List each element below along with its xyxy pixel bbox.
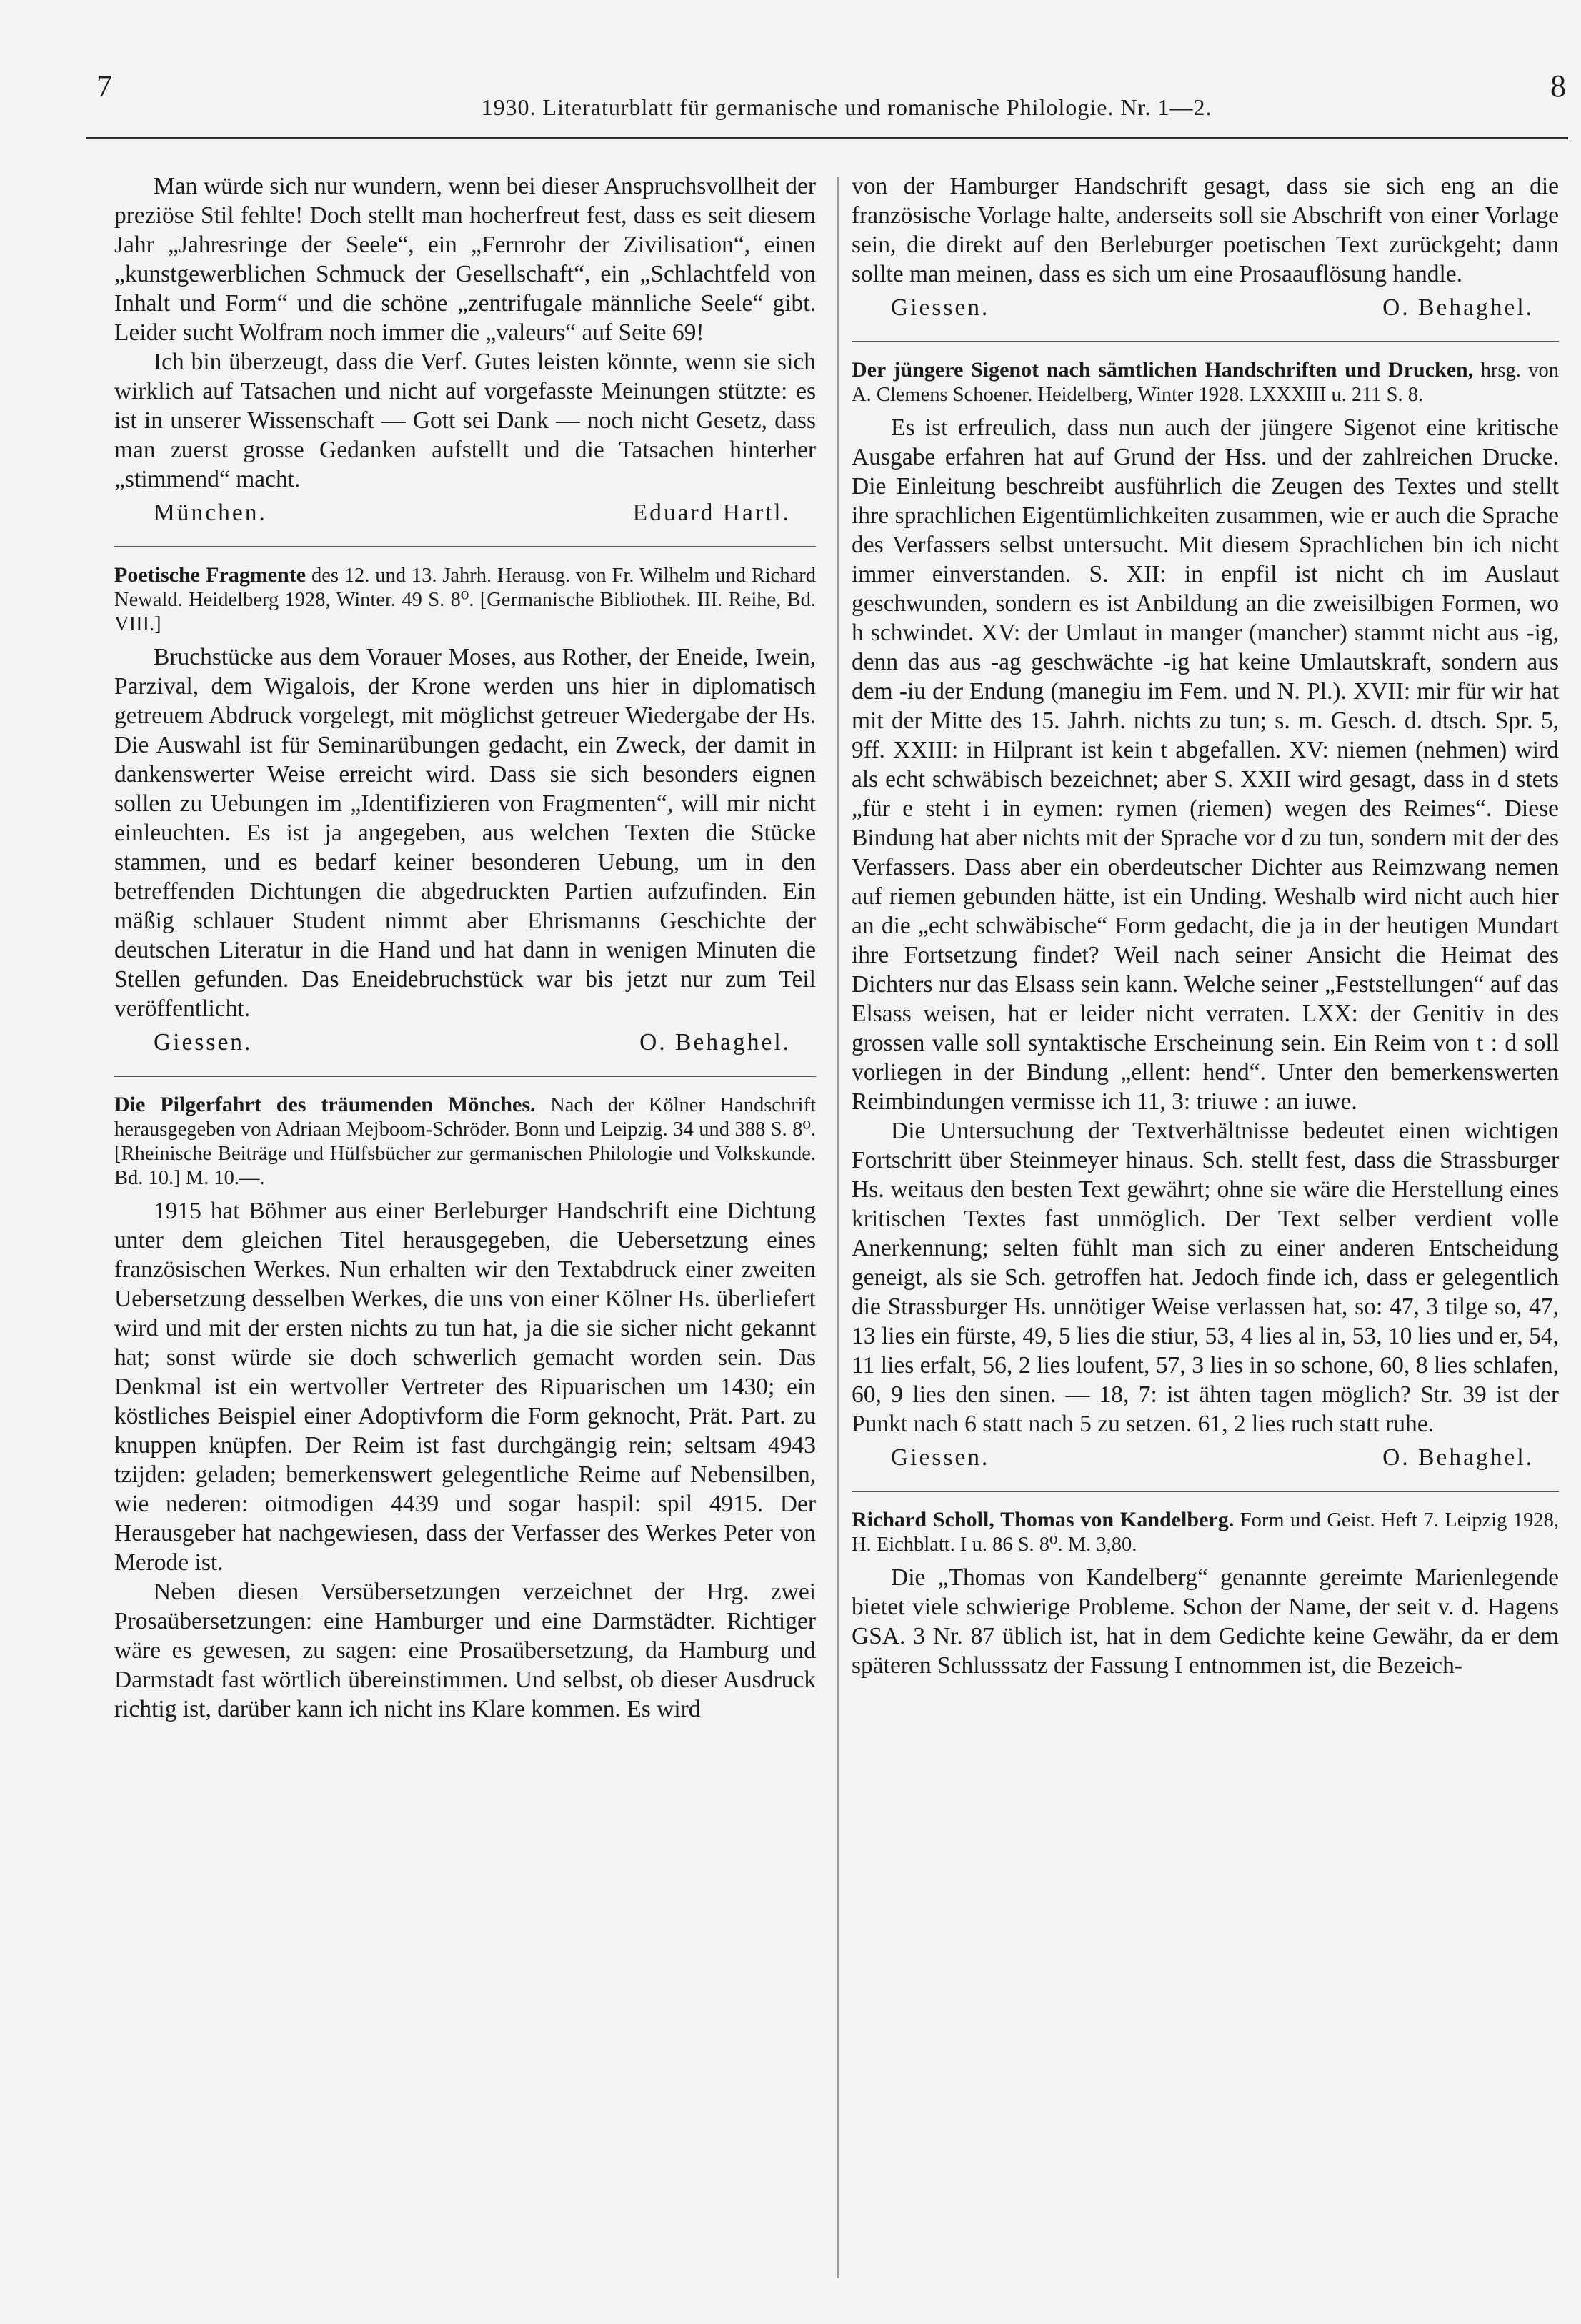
pilgerfahrt-continuation: von der Hamburger Handschrift gesagt, dass sie sich eng an die französische Vorlage halte, anderseits soll sie Abschrift von einer Vorlage sein, die direkt auf den Berleburger poetischen Text zurückgeht; dann sollte man meinen, dass es sich um eine Prosaauflösung handle. xyxy=(852,173,1559,287)
signature-author: O. Behaghel. xyxy=(1382,294,1534,321)
review-heading-pilgerfahrt xyxy=(114,1093,816,1191)
hartl-paragraph-1: Man würde sich nur wundern, wenn bei dieser Anspruchsvollheit der preziöse Stil fehlte! Doch stellt man hocherfreut fest, dass es seit diesem Jahr „Jahresringe der Seele“, ein „Fernrohr der Zivilisation“, einen „kunstgewerblichen Schmuck der Gesellschaft“, ein „Schlachtfeld von Inhalt und Form“ und die schöne „zentrifugale männliche Seele“ gibt. Leider sucht Wolfram noch immer die „valeurs“ auf Seite 69! xyxy=(114,173,816,346)
header-rule xyxy=(86,137,1568,139)
review-bibliography: Form und Geist. Heft 7. Leipzig 1928, H. Eichblatt. I u. 86 S. 8⁰. M. 3,80. xyxy=(852,1509,1559,1556)
pilgerfahrt-paragraph-1: 1915 hat Böhmer aus einer Berleburger Handschrift eine Dichtung unter dem gleichen Titel herausgegeben, die Uebersetzung eines französischen Werkes. Nun erhalten wir den Textabdruck einer zweiten Uebersetzung desselben Werkes, die uns von einer Kölner Hs. überliefert wird und mit der ersten nichts zu tun hat, ja die sie sicher nicht gekannt hat; sonst würde sie doch schwerlich gemacht worden sein. Das Denkmal ist ein wertvoller Vertreter des Ripuarischen um 1430; ein köstliches Beispiel einer Adoptivform die Form geknocht, Prät. Part. zu knuppen knüpfen. Der Reim ist fast durchgängig rein; seltsam 4943 tzijden: geladen; bemerkenswert gelegentliche Reime auf Nebensilben, wie nederen: oitmodigen 4439 und sogar haspil: spil 4915. Der Herausgeber hat nachgewiesen, dass der Verfasser des Werkes Peter von Merode ist. xyxy=(114,1198,816,1576)
hartl-paragraph-2: Ich bin überzeugt, dass die Verf. Gutes leisten könnte, wenn sie sich wirklich auf Tatsachen und nicht auf vorgefasste Meinungen stützte: es ist in unserer Wissenschaft — Gott sei Dank — noch nicht Gesetz, dass man zuerst grosse Gedanken aufstellt und die Tatsachen hinterher „stimmend“ macht. xyxy=(114,349,816,492)
scholl-paragraph-1: Die „Thomas von Kandelberg“ genannte gereimte Marienlegende bietet viele schwierige Probleme. Schon der Name, der seit v. d. Hagens GSA. 3 Nr. 87 üblich ist, hat in dem Gedichte keine Gewähr, da er dem späteren Schlusssatz der Fassung I entnommen ist, die Bezeich- xyxy=(852,1564,1559,1679)
hartl-signature xyxy=(114,498,816,527)
signature-place: Giessen. xyxy=(891,294,990,321)
column-divider xyxy=(837,177,839,2278)
left-column xyxy=(114,172,816,1724)
review-heading-scholl xyxy=(852,1508,1559,1557)
review-separator xyxy=(852,1491,1559,1492)
review-bibliography: des 12. und 13. Jahrh. Herausg. von Fr. Wilhelm und Richard Newald. Heidelberg 1928, Winter. 49 S. 8⁰. [Germanische Bibliothek. III. Reihe, Bd. VIII.] xyxy=(114,565,816,635)
review-title: Poetische Fragmente xyxy=(114,563,306,587)
review-title: Der jüngere Sigenot nach sämtlichen Handschriften und Drucken, xyxy=(852,358,1474,382)
review-heading-sigenot xyxy=(852,358,1559,407)
pilgerfahrt-signature xyxy=(852,293,1559,322)
running-header: 1930. Literaturblatt für germanische und romanische Philologie. Nr. 1—2. xyxy=(481,94,1212,120)
review-separator xyxy=(114,1076,816,1077)
review-separator xyxy=(114,546,816,547)
review-heading-fragmente xyxy=(114,563,816,637)
fragmente-signature xyxy=(114,1028,816,1057)
review-title: Richard Scholl, Thomas von Kandelberg. xyxy=(852,1508,1235,1531)
signature-place: München. xyxy=(154,500,267,526)
sigenot-paragraph-2: Die Untersuchung der Textverhältnisse bedeutet einen wichtigen Fortschritt über Steinmeyer hinaus. Sch. stellt fest, dass die Strassburger Hs. weitaus den besten Text gewährt; ohne sie wäre die Herstellung eines kritischen Textes fast unmöglich. Der Text selber verdient volle Anerkennung; selten fühlt man sich zu einer anderen Entscheidung geneigt, als sie Sch. getroffen hat. Jedoch finde ich, dass er gelegentlich die Strassburger Hs. unnötiger Weise verlassen hat, so: 47, 3 tilge so, 47, 13 lies ein fürste, 49, 5 lies die stiur, 53, 4 lies al in, 53, 10 lies und er, 54, 11 lies erfalt, 56, 2 lies loufent, 57, 3 lies in so schone, 60, 8 lies schlafen, 60, 9 lies den sinen. — 18, 7: ist ähten tagen möglich? Str. 39 ist der Punkt nach 6 statt nach 5 zu setzen. 61, 2 lies ruch statt ruhe. xyxy=(852,1118,1559,1437)
review-separator xyxy=(852,341,1559,342)
signature-place: Giessen. xyxy=(154,1029,253,1056)
review-title: Die Pilgerfahrt des träumenden Mönches. xyxy=(114,1093,536,1116)
signature-author: O. Behaghel. xyxy=(639,1029,791,1056)
sigenot-paragraph-1: Es ist erfreulich, dass nun auch der jüngere Sigenot eine kritische Ausgabe erfahren hat auf Grund der Hss. und der zahlreichen Drucke. Die Einleitung beschreibt ausführlich die Zeugen des Textes und stellt ihre sprachlichen Eigentümlichkeiten zusammen, wie er auch die Sprache des Verfassers selbst untersucht. Mit diesem Sprachlichen bin ich nicht immer einverstanden. S. XII: in enpfil ist nicht ch im Auslaut geschwunden, sondern es ist Anbildung an die zweisilbigen Formen, wo h schwindet. XV: der Umlaut in manger (mancher) stammt nicht aus -ig, denn das aus -ag geschwächte -ig hat keine Umlautskraft, sondern aus dem -iu der Endung (manegiu im Fem. und N. Pl.). XVII: mir für wir hat mit der Mitte des 15. Jahrh. nichts zu tun; s. m. Gesch. d. dtsch. Spr. 5, 9ff. XXIII: in Hilprant ist kein t abgefallen. XV: niemen (nehmen) wird als echt schwäbisch bezeichnet; aber S. XXII wird gesagt, dass in d stets „für e steht i in eymen: rymen (riemen) wegen des Reimes“. Diese Bindung hat aber nichts mit der Sprache vor d zu tun, sondern mit der des Verfassers. Dass aber ein oberdeutscher Dichter aus Reimzwang nemen auf riemen gebunden hätte, ist ein Unding. Weshalb wird nicht auch hier an die „echt schwäbische“ Form gedacht, die ja in der heutigen Mundart ihre Fortsetzung findet? Weil nach seiner Ansicht die Heimat des Dichters nur das Elsass sein kann. Welche seiner „Feststellungen“ auf das Elsass weisen, hat er leider nicht verraten. LXX: der Genitiv in des grossen valle soll syntaktische Erscheinung sein. Ein Reim von t : d soll vorliegen in der Bindung „ellent: hend“. Unter den bemerkenswerten Reimbindungen vermisse ich 11, 3: triuwe : an iuwe. xyxy=(852,414,1559,1115)
page-number-right: 8 xyxy=(1550,69,1566,104)
page-number-left: 7 xyxy=(96,69,112,104)
signature-author: Eduard Hartl. xyxy=(632,500,791,526)
signature-place: Giessen. xyxy=(891,1444,990,1471)
signature-author: O. Behaghel. xyxy=(1382,1444,1534,1471)
review-bibliography: Nach der Kölner Handschrift herausgegeben von Adriaan Mejboom-Schröder. Bonn und Leipzig. 34 und 388 S. 8⁰. [Rheinische Beiträge und Hülfsbücher zur germanischen Philologie und Volkskunde. Bd. 10.] M. 10.—. xyxy=(114,1094,817,1189)
right-column xyxy=(852,172,1559,1680)
sigenot-signature xyxy=(852,1443,1559,1472)
pilgerfahrt-paragraph-2: Neben diesen Versübersetzungen verzeichnet der Hrg. zwei Prosaübersetzungen: eine Hamburger und eine Darmstädter. Richtiger wäre es gewesen, zu sagen: eine Prosaübersetzung, da Hamburg und Darmstadt fast wörtlich übereinstimmen. Und selbst, ob dieser Ausdruck richtig ist, darüber kann ich nicht ins Klare kommen. Es wird xyxy=(114,1579,816,1722)
fragmente-paragraph-1: Bruchstücke aus dem Vorauer Moses, aus Rother, der Eneide, Iwein, Parzival, dem Wigalois, der Krone werden uns hier in diplomatisch getreuem Abdruck vorgelegt, mit möglichst getreuer Wiedergabe der Hs. Die Auswahl ist für Seminarübungen gedacht, ein Zweck, der damit in dankenswerter Weise erreicht wird. Dass sie sich besonders eignen sollen zu Uebungen im „Identifizieren von Fragmenten“, will mir nicht einleuchten. Es ist ja angegeben, aus welchen Texten die Stücke stammen, und es bedarf keiner besonderen Uebung, um in den betreffenden Dichtungen die abgedruckten Partien aufzufinden. Ein mäßig schlauer Student nimmt aber Ehrismanns Geschichte der deutschen Literatur in die Hand und hat dann in wenigen Minuten die Stellen gefunden. Das Eneidebruchstück war bis jetzt nur zum Teil veröffentlicht. xyxy=(114,644,816,1022)
review-bibliography: hrsg. von A. Clemens Schoener. Heidelberg, Winter 1928. LXXXIII u. 211 S. 8. xyxy=(852,359,1560,406)
